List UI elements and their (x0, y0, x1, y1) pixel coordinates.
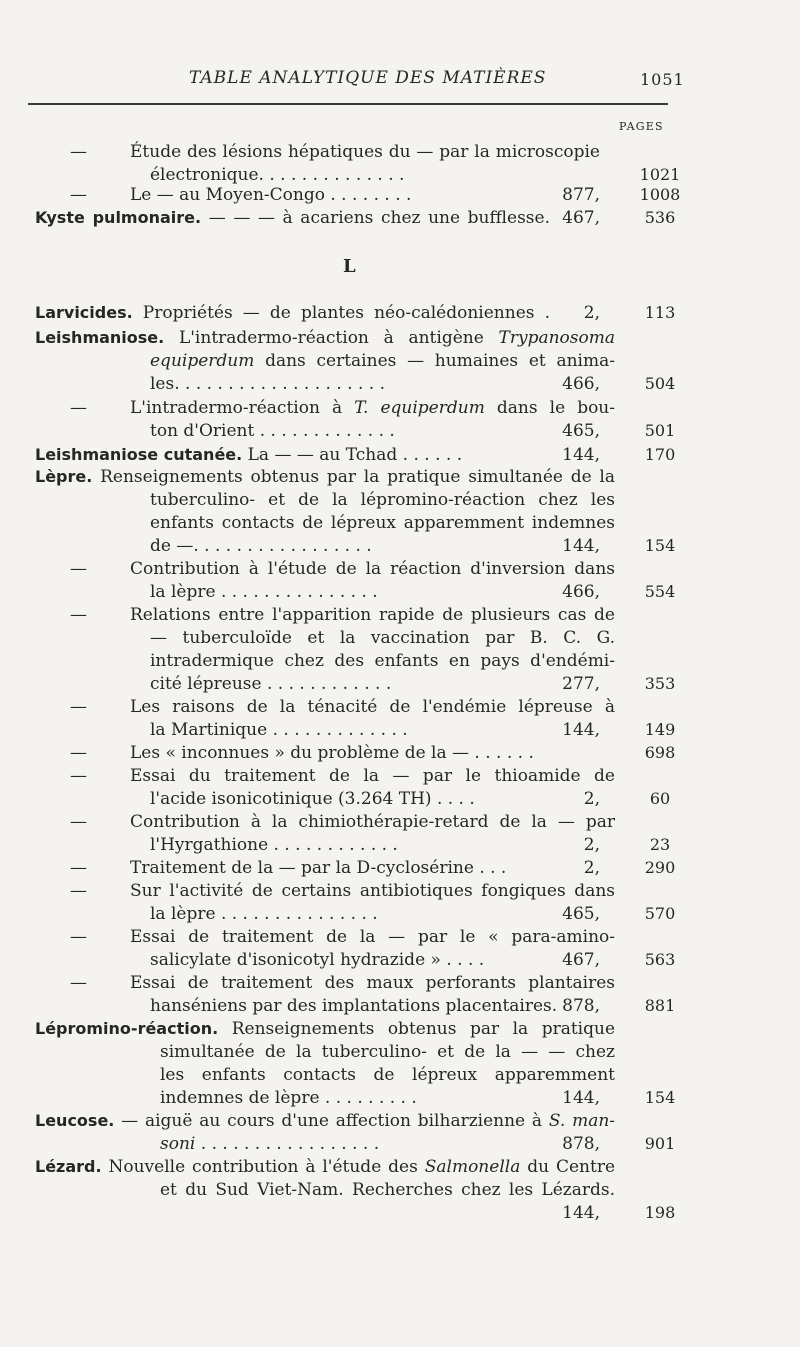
index-line (130, 557, 615, 581)
volume-page-ref: 466, (562, 374, 600, 394)
entry-text: Les « inconnues » du problème de la — . . . . . . (130, 743, 534, 763)
entry-text: la lèpre . . . . . . . . . . . . . . . (150, 582, 378, 602)
index-line (150, 833, 550, 857)
entry-text: la Martinique . . . . . . . . . . . . . (150, 720, 408, 740)
entry-text: — — — à acariens chez une bufflesse. (208, 208, 550, 228)
volume-page-ref: 2, (583, 789, 600, 809)
entry-text: enfants contacts de lépreux apparemment indemnes (150, 513, 615, 533)
index-line (150, 626, 615, 650)
page-ref: 60 (649, 789, 671, 808)
index-line (130, 810, 615, 834)
italic-text: S. man- (548, 1111, 616, 1131)
index-line (160, 1201, 550, 1225)
index-line (150, 580, 550, 604)
entry-text: Essai de traitement de la — par le « para-amino- (130, 927, 615, 947)
volume-page-ref: 144, (562, 445, 600, 465)
entry-text: Relations entre l'apparition rapide de plusieurs cas de (130, 605, 615, 625)
page-ref: 570 (644, 904, 676, 923)
index-line (150, 372, 550, 396)
index-line (150, 419, 550, 443)
page-ref: 170 (644, 445, 676, 464)
page-ref: 154 (644, 1088, 676, 1107)
index-line (35, 301, 550, 325)
index-line (35, 1155, 615, 1179)
ditto-dash: — (70, 812, 87, 832)
index-line (160, 1086, 550, 1110)
index-line (130, 925, 615, 949)
italic-text: soni (160, 1134, 196, 1154)
index-line (130, 971, 615, 995)
index-line (150, 902, 550, 926)
entry-text: et du Sud Viet-Nam. Recherches chez les Lézards. (160, 1180, 615, 1200)
index-line (160, 1040, 615, 1064)
volume-page-ref: 465, (562, 421, 600, 441)
index-line (35, 326, 615, 350)
entry-text: hanséniens par des implantations placentaires. (150, 996, 558, 1016)
entry-text: Nouvelle contribution à l'étude des (108, 1157, 418, 1177)
page-ref: 353 (644, 674, 676, 693)
entry-text: Essai de traitement des maux perforants plantaires (130, 973, 615, 993)
volume-page-ref: 277, (562, 674, 600, 694)
entry-text: Contribution à la chimiothérapie-retard de la — par (130, 812, 615, 832)
ditto-dash: — (70, 142, 87, 162)
entry-text: . . . . . . . . . . . . . . . . . (200, 1134, 380, 1154)
index-line (150, 994, 558, 1018)
index-term: Leishmaniose cutanée. (35, 445, 243, 464)
entry-text: — tuberculoïde et la vaccination par B. C. G. (150, 628, 615, 648)
volume-page-ref: 144, (562, 1088, 600, 1108)
entry-text: les enfants contacts de lépreux apparemment (160, 1065, 615, 1085)
ditto-dash: — (70, 185, 87, 205)
ditto-dash: — (70, 697, 87, 717)
volume-page-ref: 466, (562, 582, 600, 602)
volume-page-ref: 467, (562, 950, 600, 970)
ditto-dash: — (70, 881, 87, 901)
header-rule (28, 103, 668, 105)
entry-text: Le — au Moyen-Congo . . . . . . . . (130, 185, 412, 205)
page-ref: 563 (644, 950, 676, 969)
index-line (35, 465, 615, 489)
index-term: Leucose. (35, 1111, 115, 1130)
index-line (130, 695, 615, 719)
page-ref: 698 (644, 743, 676, 762)
entry-text: Étude des lésions hépatiques du — par la microscopie (130, 142, 600, 162)
index-line (150, 649, 615, 673)
volume-page-ref: 144, (562, 720, 600, 740)
entry-text: électronique. . . . . . . . . . . . . . (150, 165, 405, 185)
index-line (130, 396, 615, 420)
page-ref: 154 (644, 536, 676, 555)
italic-text: Salmonella (424, 1157, 521, 1177)
running-title: TABLE ANALYTIQUE DES MATIÈRES (189, 68, 547, 88)
ditto-dash: — (70, 927, 87, 947)
index-line (160, 1063, 615, 1087)
index-line (35, 1109, 615, 1133)
ditto-dash: — (70, 973, 87, 993)
entry-text: de —. . . . . . . . . . . . . . . . . (150, 536, 372, 556)
entry-text: la lèpre . . . . . . . . . . . . . . . (150, 904, 378, 924)
index-term: Larvicides. (35, 303, 133, 322)
ditto-dash: — (70, 605, 87, 625)
entry-text: — aiguë au cours d'une affection bilharzienne à (121, 1111, 543, 1131)
index-line (130, 741, 615, 765)
volume-page-ref: 465, (562, 904, 600, 924)
entry-text: du Centre (527, 1157, 616, 1177)
volume-page-ref: 144, (562, 536, 600, 556)
index-term: Lézard. (35, 1157, 102, 1176)
page-ref: 290 (644, 858, 676, 877)
page-ref: 1021 (639, 165, 681, 184)
volume-page-ref: 2, (583, 835, 600, 855)
index-line (160, 1178, 615, 1202)
index-line (35, 443, 550, 467)
volume-page-ref: 877, (562, 185, 600, 205)
entry-text: Sur l'activité de certains antibiotiques fongiques dans (130, 881, 615, 901)
pages-column-label: PAGES (619, 120, 664, 133)
volume-page-ref: 144, (562, 1203, 600, 1223)
index-line (35, 1017, 615, 1041)
ditto-dash: — (70, 858, 87, 878)
entry-text: Traitement de la — par la D-cyclosérine . . . (130, 858, 507, 878)
index-term: Leishmaniose. (35, 328, 165, 347)
index-term: Lèpre. (35, 467, 93, 486)
entry-text: simultanée de la tuberculino- et de la — — chez (160, 1042, 615, 1062)
page-ref: 501 (644, 421, 676, 440)
index-line (160, 1132, 550, 1156)
index-term: Kyste pulmonaire. (35, 208, 202, 227)
entry-text: salicylate d'isonicotyl hydrazide » . . . . (150, 950, 485, 970)
entry-text: l'Hyrgathione . . . . . . . . . . . . (150, 835, 398, 855)
volume-page-ref: 2, (583, 858, 600, 878)
index-line (130, 856, 550, 880)
volume-page-ref: 2, (583, 303, 600, 323)
index-line (150, 488, 615, 512)
entry-text: cité lépreuse . . . . . . . . . . . . (150, 674, 392, 694)
page-ref: 113 (644, 303, 676, 322)
volume-page-ref: 878, (562, 996, 600, 1016)
italic-text: equiperdum (150, 351, 255, 371)
entry-text: intradermique chez des enfants en pays d'endémi- (150, 651, 615, 671)
entry-text: dans le bou- (496, 398, 616, 418)
entry-text: ton d'Orient . . . . . . . . . . . . . (150, 421, 395, 441)
index-line (150, 534, 550, 558)
entry-text: les. . . . . . . . . . . . . . . . . . . . (150, 374, 385, 394)
index-line (130, 764, 615, 788)
entry-text: L'intradermo-réaction à (130, 398, 343, 418)
page-ref: 536 (644, 208, 676, 227)
volume-page-ref: 467, (562, 208, 600, 228)
entry-text: Renseignements obtenus par la pratique (231, 1019, 616, 1039)
entry-text: Essai du traitement de la — par le thioamide de (130, 766, 615, 786)
entry-text: L'intradermo-réaction à antigène (178, 328, 484, 348)
page-ref: 1008 (639, 185, 681, 204)
entry-text: dans certaines — humaines et anima- (265, 351, 615, 371)
index-line (130, 603, 615, 627)
index-line (130, 879, 615, 903)
entry-text: La — — au Tchad . . . . . . (247, 445, 463, 465)
page-number: 1051 (640, 70, 685, 89)
entry-text: l'acide isonicotinique (3.264 TH) . . . . (150, 789, 475, 809)
index-line (150, 787, 550, 811)
section-letter: L (343, 256, 356, 277)
index-line (150, 511, 615, 535)
italic-text: T. equiperdum (354, 398, 485, 418)
entry-text: tuberculino- et de la lépromino-réaction chez les (150, 490, 615, 510)
page-ref: 23 (649, 835, 671, 854)
ditto-dash: — (70, 398, 87, 418)
page-ref: 554 (644, 582, 676, 601)
volume-page-ref: 878, (562, 1134, 600, 1154)
page-ref: 901 (644, 1134, 676, 1153)
entry-text: indemnes de lèpre . . . . . . . . . (160, 1088, 417, 1108)
italic-text: Trypanosoma (498, 328, 616, 348)
index-line (150, 349, 615, 373)
entry-text: Renseignements obtenus par la pratique simultanée de la (100, 467, 615, 487)
index-line (150, 718, 550, 742)
index-line (35, 206, 550, 230)
index-line (150, 672, 550, 696)
ditto-dash: — (70, 559, 87, 579)
index-term: Lépromino-réaction. (35, 1019, 219, 1038)
page-ref: 881 (644, 996, 676, 1015)
index-line (130, 140, 600, 164)
page-ref: 149 (644, 720, 676, 739)
entry-text: Contribution à l'étude de la réaction d'inversion dans (130, 559, 615, 579)
index-line (150, 948, 550, 972)
entry-text: Les raisons de la ténacité de l'endémie lépreuse à (130, 697, 615, 717)
page-ref: 198 (644, 1203, 676, 1222)
index-line (130, 183, 550, 207)
entry-text: Propriétés — de plantes néo-calédoniennes . (142, 303, 550, 323)
ditto-dash: — (70, 743, 87, 763)
ditto-dash: — (70, 766, 87, 786)
page-ref: 504 (644, 374, 676, 393)
